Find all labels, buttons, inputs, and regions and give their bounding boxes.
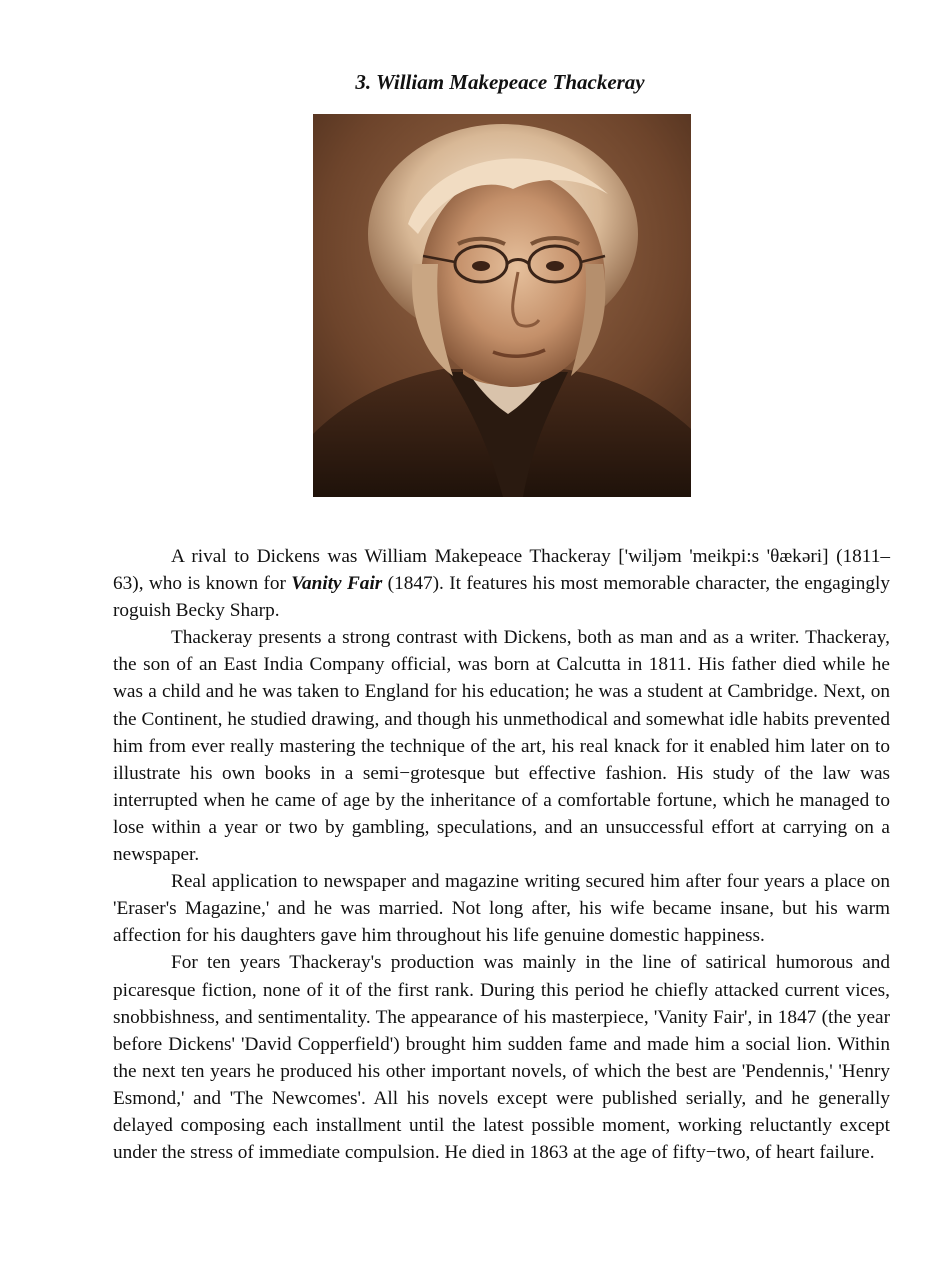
book-title-vanity-fair: Vanity Fair <box>291 573 383 595</box>
paragraph-1 <box>113 543 890 624</box>
paragraph-4: For ten years Thackeray's production was mainly in the line of satirical humorous and picaresque fiction, none of it of the first rank. During this period he chiefly attacked current vices, snobbishness, and sentimentality. The appearance of his masterpiece, 'Vanity Fair', in 1847 (the year before Dickens' 'David Copperfield') brought him sudden fame and made him a social lion. Within the next ten years he produced his other important novels, of which the best are 'Pendennis,' 'Henry Esmond,' and 'The Newcomes'. All his novels except were published serially, and he generally delayed composing each installment until the latest possible moment, working reluctantly except under the stress of immediate compulsion. He died in 1863 at the age of fifty−two, of heart failure. <box>113 952 890 1164</box>
paragraph-3: Real application to newspaper and magazine writing secured him after four years a place on 'Eraser's Magazine,' and he was married. Not long after, his wife became insane, but his warm affection for his daughters gave him throughout his life genuine domestic happiness. <box>113 871 890 947</box>
paragraph-1-text-b: (1847). It features his most memorable character, the engagingly roguish Becky Sharp. <box>113 573 890 622</box>
page-title: 3. William Makepeace Thackeray <box>355 70 645 94</box>
article-body <box>113 543 890 1166</box>
paragraph-1-text-a: A rival to Dickens was William Makepeace Thackeray ['wiljəm 'meikpi:s 'θækəri] (1811–63), who is known for <box>113 546 890 595</box>
portrait-photo <box>313 114 691 497</box>
paragraph-2: Thackeray presents a strong contrast with Dickens, both as man and as a writer. Thackeray, the son of an East India Company official, was born at Calcutta in 1811. His father died while he was a child and he was taken to England for his education; he was a student at Cambridge. Next, on the Continent, he studied drawing, and though his unmethodical and somewhat idle habits prevented him from ever really mastering the technique of the art, his real knack for it enabled him later on to illustrate his own books in a semi−grotesque but effective fashion. His study of the law was interrupted when he came of age by the inheritance of a comfortable fortune, which he managed to lose within a year or two by gambling, speculations, and an unsuccessful effort at carrying on a newspaper. <box>113 627 890 866</box>
